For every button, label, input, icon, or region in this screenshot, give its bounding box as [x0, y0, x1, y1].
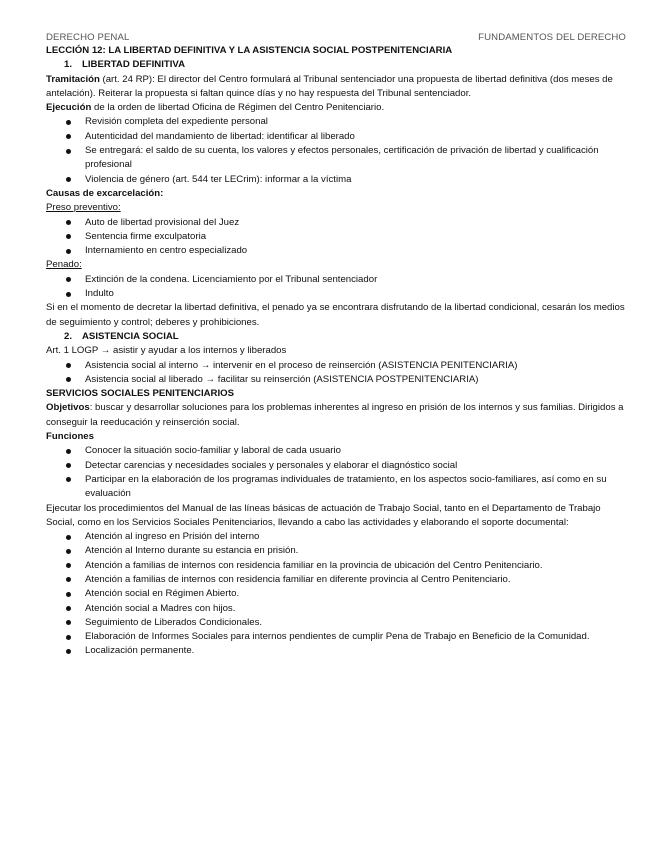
objetivos-paragraph: [46, 401, 626, 430]
ejecucion-paragraph: [46, 101, 626, 115]
list-item: Auto de libertad provisional del Juez: [46, 216, 626, 230]
page-header: [46, 31, 626, 44]
section-1-title: LIBERTAD DEFINITIVA: [82, 59, 186, 71]
list-item: Atención social en Régimen Abierto.: [46, 587, 626, 601]
list-item: Se entregará: el saldo de su cuenta, los valores y efectos personales, certificación de privación de libertad y cualificación profesional: [46, 144, 626, 173]
funciones-heading: [46, 430, 626, 444]
list-item: Localización permanente.: [46, 644, 626, 658]
servicios-heading: [46, 387, 626, 401]
objetivos-text: : buscar y desarrollar soluciones para los problemas inherentes al ingreso en prisión de los internos y sus familias. Dirigidos a conseguir la reeducación y reinserción social.: [46, 402, 624, 428]
list-item: Autenticidad del mandamiento de libertad: identificar al liberado: [46, 130, 626, 144]
header-subject: DERECHO PENAL: [46, 32, 130, 43]
list-item: Detectar carencias y necesidades sociales y personales y elaborar el diagnóstico social: [46, 459, 626, 473]
servicios-title: SERVICIOS SOCIALES PENITENCIARIOS: [46, 388, 235, 400]
list-item: Revisión completa del expediente personal: [46, 115, 626, 129]
list-item: Internamiento en centro especializado: [46, 244, 626, 258]
asistencia-intro: Art. 1 LOGP → asistir y ayudar a los internos y liberados: [46, 345, 287, 357]
penado-list: [46, 273, 626, 302]
list-item: Atención al ingreso en Prisión del interno: [46, 530, 626, 544]
preso-list: [46, 216, 626, 259]
list-item: Sentencia firme exculpatoria: [46, 230, 626, 244]
list-item: Asistencia social al interno → intervenir en el proceso de reinserción (ASISTENCIA PENITENCIARIA): [46, 359, 626, 373]
list-item: Atención al Interno durante su estancia en prisión.: [46, 544, 626, 558]
list-item: Violencia de género (art. 544 ter LECrim): informar a la víctima: [46, 173, 626, 187]
list-item: Atención social a Madres con hijos.: [46, 602, 626, 616]
causas-title: Causas de excarcelación:: [46, 187, 164, 199]
procedimientos-paragraph: Ejecutar los procedimientos del Manual de las líneas básicas de actuación de Trabajo Social, tanto en el Departamento de Trabajo Social, como en los Servicios Sociales Penitenciarios, llevando a cabo las actividades y elaborando el soporte documental:: [46, 502, 601, 528]
closing-paragraph: Si en el momento de decretar la libertad definitiva, el penado ya se encontrara disfrutando de la libertad condicional, cesarán los medios de seguimiento y control; deberes y prohibiciones.: [46, 302, 625, 328]
list-item: Extinción de la condena. Licenciamiento por el Tribunal sentenciador: [46, 273, 626, 287]
ejecucion-list: [46, 115, 626, 186]
ejecucion-text: de la orden de libertad Oficina de Régimen del Centro Penitenciario.: [91, 102, 385, 114]
tramitacion-text: (art. 24 RP): El director del Centro formulará al Tribunal sentenciador una propuesta de libertad definitiva (dos meses de antelación). Reiterar la propuesta si faltan quince días y no hay respuesta del Tribunal sentenciador.: [46, 73, 613, 99]
list-item: Conocer la situación socio-familiar y laboral de cada usuario: [46, 444, 626, 458]
lesson-title: LECCIÓN 12: LA LIBERTAD DEFINITIVA Y LA ASISTENCIA SOCIAL POSTPENITENCIARIA: [46, 45, 453, 56]
ejecucion-label: Ejecución: [46, 102, 92, 114]
list-item: Asistencia social al liberado → facilitar su reinserción (ASISTENCIA POSTPENITENCIARIA): [46, 373, 626, 387]
preso-preventivo-label: Preso preventivo:: [46, 202, 121, 214]
penado-label: Penado:: [46, 259, 82, 271]
tramitacion-label: Tramitación: [46, 73, 100, 85]
causas-heading: [46, 187, 626, 201]
funciones-list: [46, 444, 626, 501]
actividades-list: [46, 530, 626, 659]
list-item: Indulto: [46, 287, 626, 301]
list-item: Participar en la elaboración de los programas individuales de tratamiento, en los aspectos socio-familiares, así como en su evaluación: [46, 473, 626, 502]
list-item: Atención a familias de internos con residencia familiar en la provincia de ubicación del Centro Penitenciario.: [46, 559, 626, 573]
header-course: FUNDAMENTOS DEL DERECHO: [478, 32, 626, 43]
list-item: Atención a familias de internos con residencia familiar en diferente provincia al Centro Penitenciario.: [46, 573, 626, 587]
document-page: [46, 31, 626, 659]
list-item: Seguimiento de Liberados Condicionales.: [46, 616, 626, 630]
funciones-title: Funciones: [46, 431, 94, 443]
list-item: Elaboración de Informes Sociales para internos pendientes de cumplir Pena de Trabajo en Beneficio de la Comunidad.: [46, 630, 626, 644]
section-2-number: 2.: [64, 330, 73, 342]
section-2-heading: [46, 330, 626, 344]
tramitacion-paragraph: [46, 73, 626, 102]
objetivos-label: Objetivos: [46, 402, 90, 414]
section-1-number: 1.: [64, 59, 73, 71]
section-2-title: ASISTENCIA SOCIAL: [82, 330, 179, 342]
asistencia-list: [46, 359, 626, 388]
section-1-heading: [46, 58, 626, 72]
